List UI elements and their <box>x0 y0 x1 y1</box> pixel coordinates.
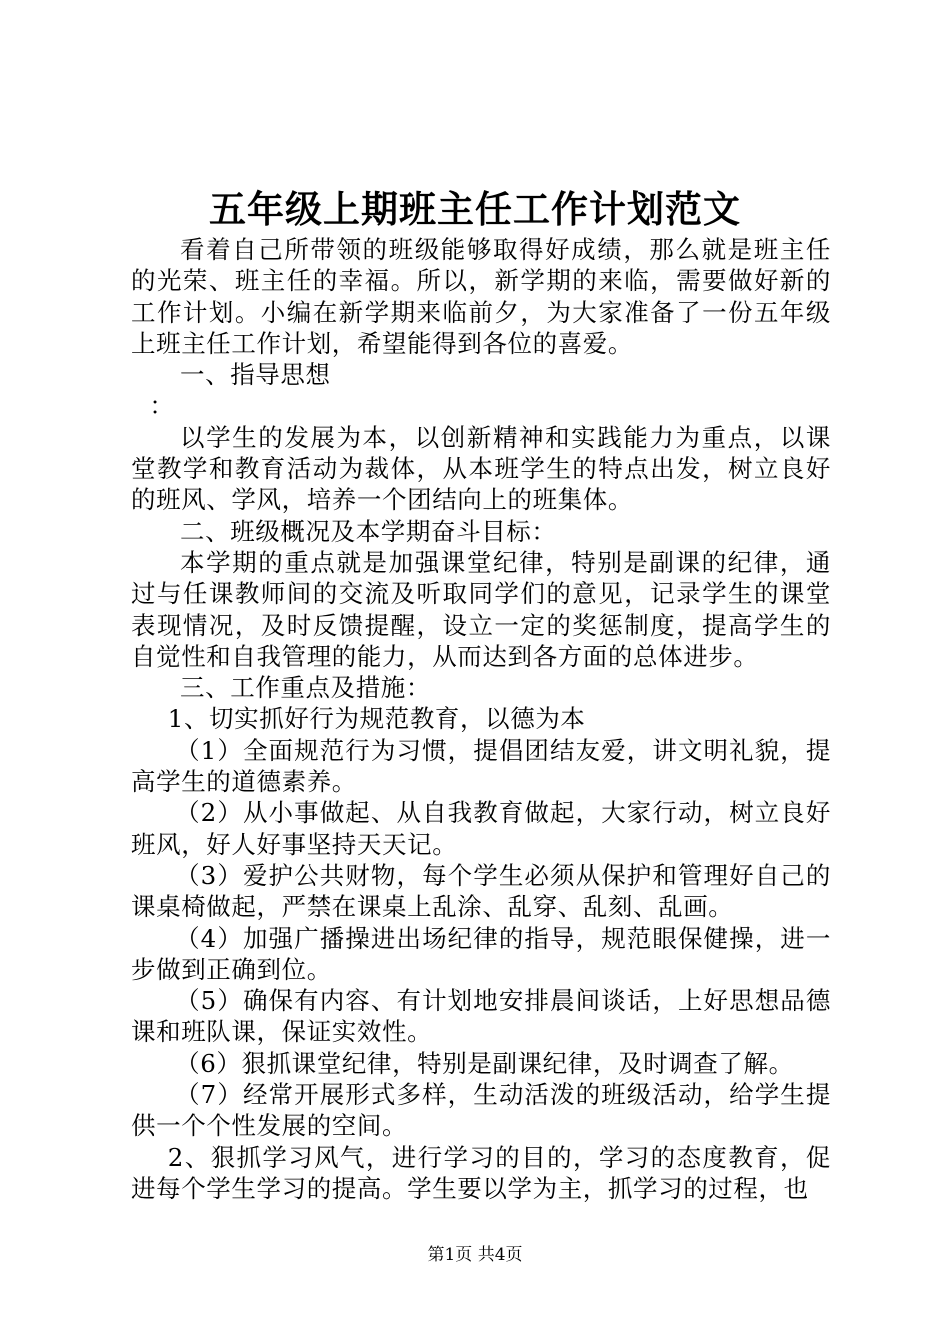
page-footer: 第1页 共4页 <box>427 1245 523 1265</box>
document-body <box>131 234 831 1204</box>
section-heading-guiding-ideology: 一、指导思想 <box>180 360 331 390</box>
intro-paragraph: 看着自己所带领的班级能够取得好成绩，那么就是班主任的光荣、班主任的幸福。所以，新学期的来临，需要做好新的工作计划。小编在新学期来临前夕，为大家准备了一份五年级上班主任工作计划，希望能得到各位的喜爱。 <box>131 235 831 358</box>
list-item: （4）加强广播操进出场纪律的指导，规范眼保健操，进一步做到正确到位。 <box>131 923 831 984</box>
list-item: （2）从小事做起、从自我教育做起，大家行动，树立良好班风，好人好事坚持天天记。 <box>131 798 831 859</box>
list-item: （3）爱护公共财物，每个学生必须从保护和管理好自己的课桌椅做起，严禁在课桌上乱涂、乱穿、乱刻、乱画。 <box>131 860 831 922</box>
list-item: （6）狠抓课堂纪律，特别是副课纪律，及时调查了解。 <box>175 1048 794 1078</box>
section-heading-work-focus: 三、工作重点及措施： <box>180 673 431 703</box>
list-item: （1）全面规范行为习惯，提倡团结友爱，讲文明礼貌，提高学生的道德素养。 <box>131 735 831 797</box>
class-overview-paragraph: 本学期的重点就是加强课堂纪律，特别是副课的纪律，通过与任课教师间的交流及听取同学们的意见，记录学生的课堂表现情况，及时反馈提醒，设立一定的奖惩制度，提高学生的自觉性和自我管理的能力，从而达到各方面的总体进步。 <box>131 547 831 671</box>
guiding-ideology-paragraph: 以学生的发展为本，以创新精神和实践能力为重点，以课堂教学和教育活动为裁体，从本班学生的特点出发，树立良好的班风、学风，培养一个团结向上的班集体。 <box>131 422 831 515</box>
list-item: （5）确保有内容、有计划地安排晨间谈话，上好思想品德课和班队课，保证实效性。 <box>131 986 831 1047</box>
stray-colon: ： <box>149 391 175 421</box>
list-item: （7）经常开展形式多样，生动活泼的班级活动，给学生提供一个个性发展的空间。 <box>131 1080 831 1141</box>
subsection-paragraph-study: 2、狠抓学习风气，进行学习的目的，学习的态度教育，促进每个学生学习的提高。学生要以学为主，抓学习的过程，也 <box>131 1142 831 1203</box>
page-title: 五年级上期班主任工作计划范文 <box>209 187 741 231</box>
section-heading-class-overview: 二、班级概况及本学期奋斗目标： <box>180 516 557 546</box>
subsection-heading-behavior: 1、切实抓好行为规范教育，以德为本 <box>167 704 586 734</box>
